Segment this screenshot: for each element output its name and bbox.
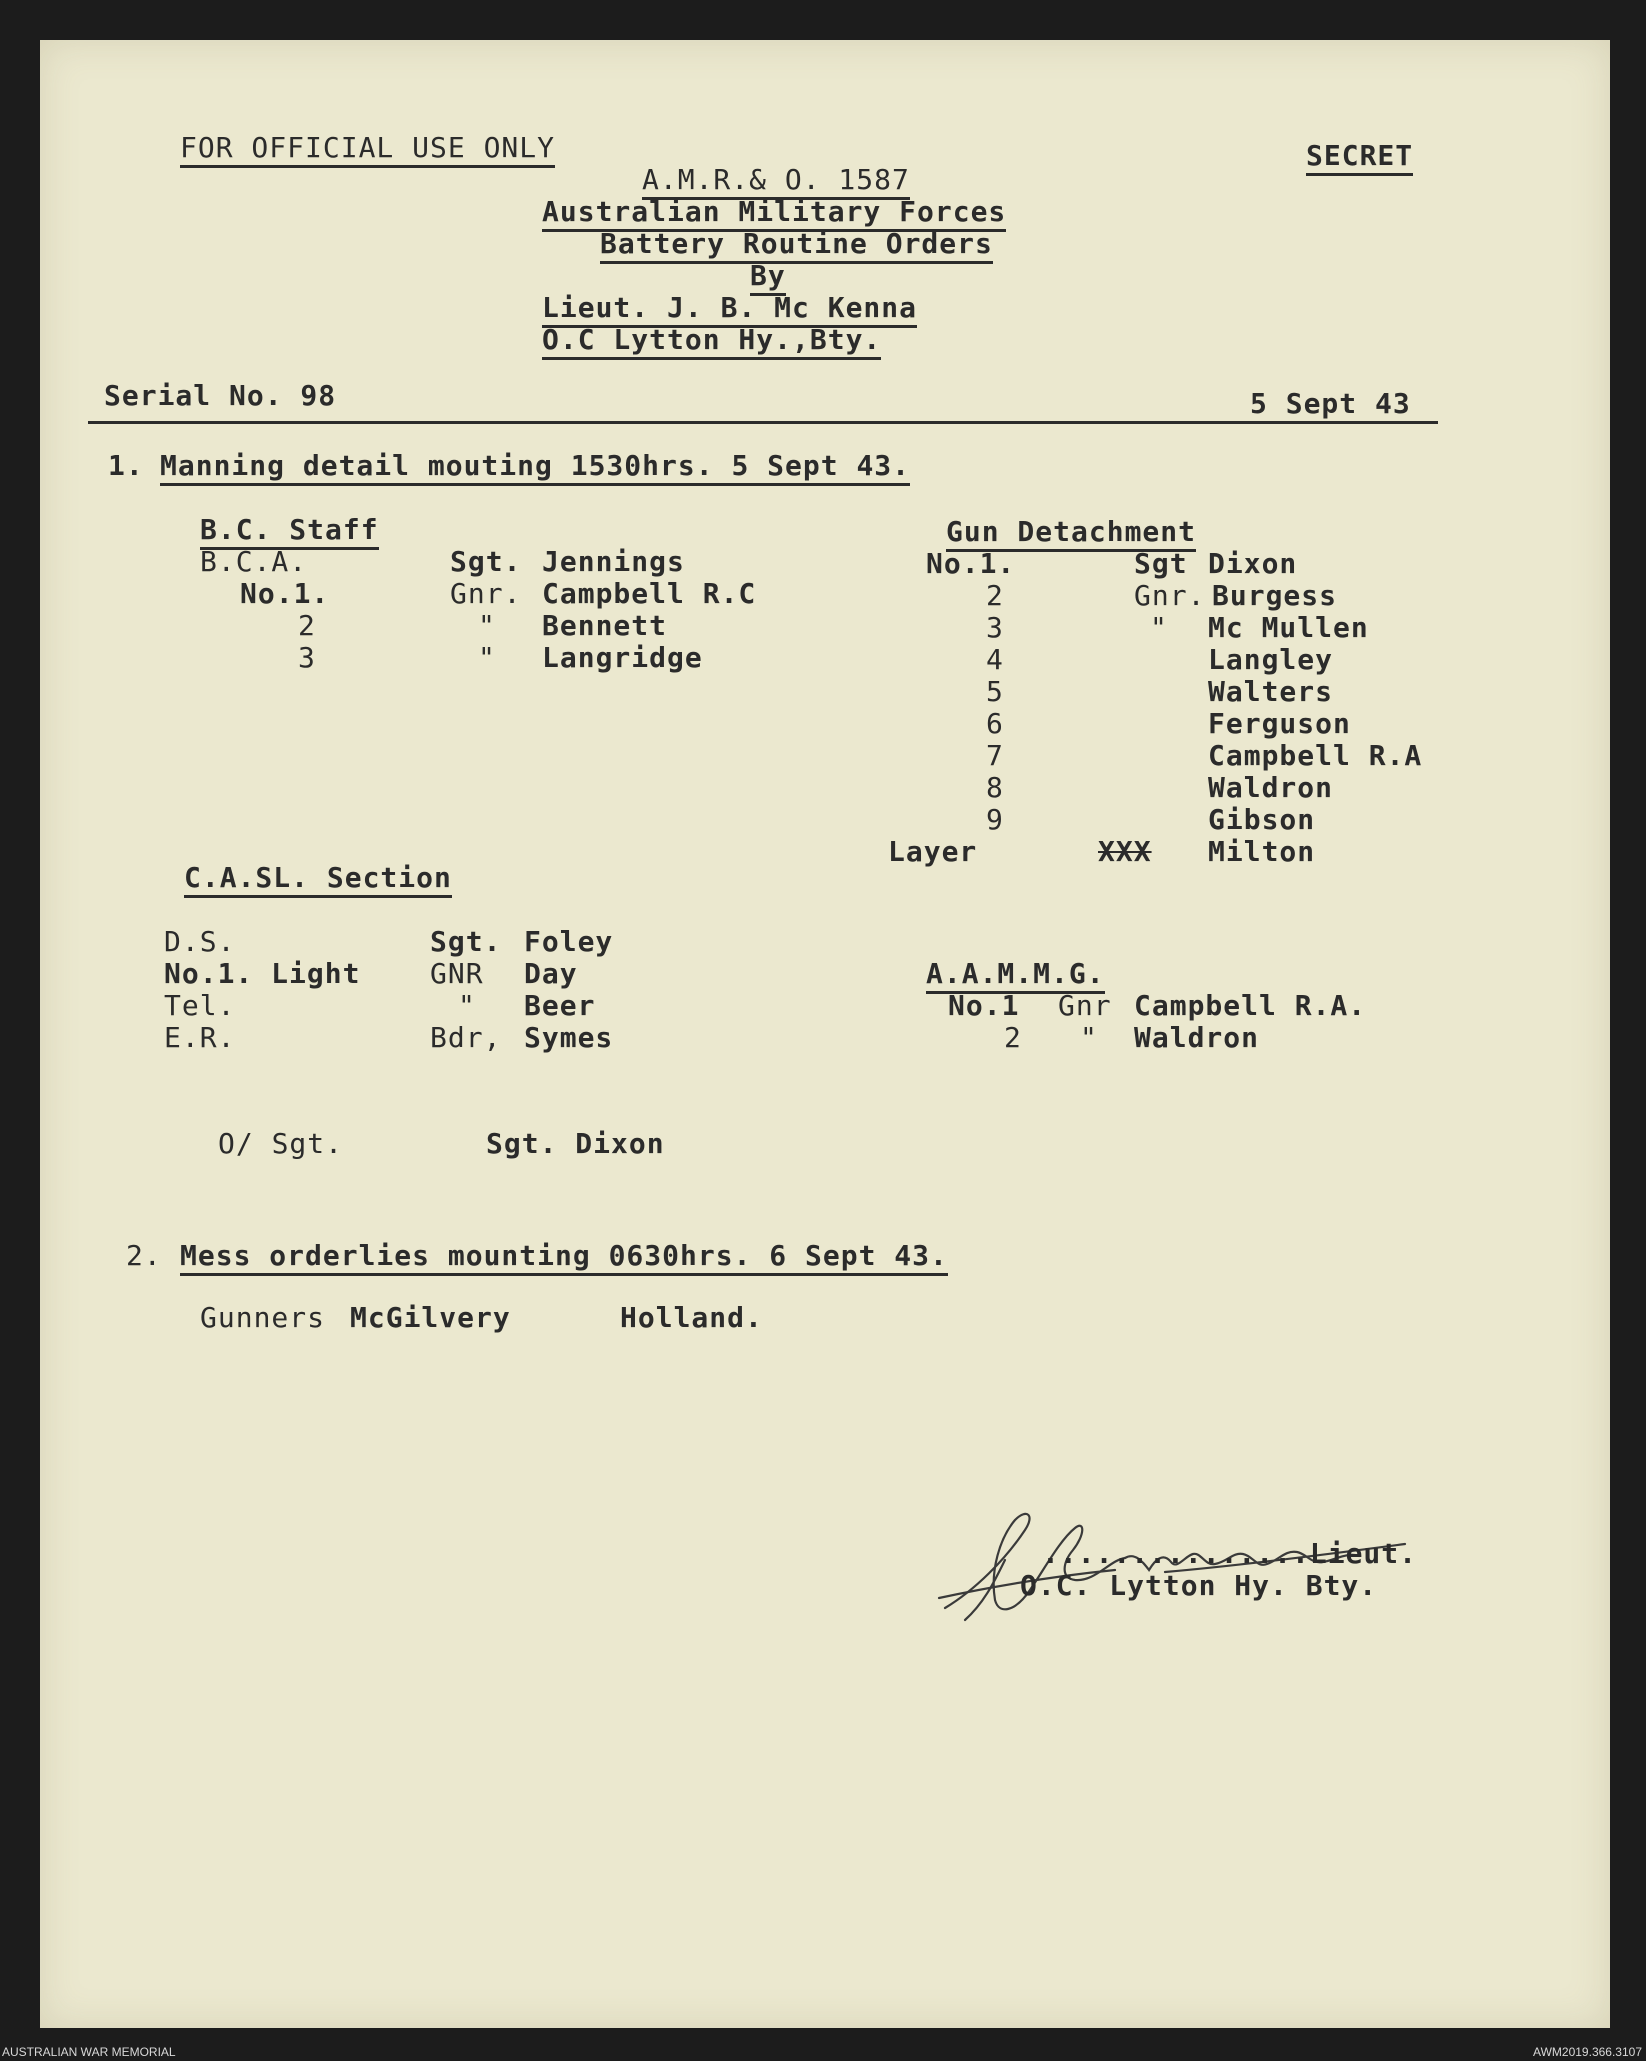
casl-rank: GNR <box>430 957 484 990</box>
orderly-sergeant-name: Sgt. Dixon <box>486 1127 665 1160</box>
gun-role: 7 <box>986 739 1004 772</box>
bc-staff-heading: B.C. Staff <box>200 514 379 550</box>
gunners-label: Gunners <box>200 1301 326 1334</box>
gun-role: No.1. <box>926 547 1016 580</box>
casl-role: Tel. <box>164 989 236 1022</box>
gun-name: Dixon <box>1208 547 1298 580</box>
item1-title: Manning detail mouting 1530hrs. 5 Sept 43. <box>160 450 910 486</box>
casl-heading: C.A.SL. Section <box>184 862 452 898</box>
header-rule <box>88 421 1438 424</box>
header-line-lieut: Lieut. J. B. Mc Kenna <box>542 292 917 328</box>
bc-name: Campbell R.C <box>542 577 757 610</box>
bc-name: Jennings <box>542 545 685 578</box>
header-line-oc: O.C Lytton Hy.,Bty. <box>542 324 881 360</box>
gun-rank: XXX <box>1098 835 1152 868</box>
aammg-role: No.1 <box>948 989 1020 1022</box>
signature-title: O.C. Lytton Hy. Bty. <box>1020 1569 1378 1602</box>
casl-name: Day <box>524 957 578 990</box>
document-page <box>40 40 1610 2028</box>
gun-name: Waldron <box>1208 771 1334 804</box>
mess-orderly-name: McGilvery <box>350 1301 511 1334</box>
bc-name: Langridge <box>542 641 703 674</box>
aammg-heading: A.A.M.M.G. <box>926 958 1105 994</box>
casl-role: No.1. Light <box>164 957 361 990</box>
casl-role: D.S. <box>164 925 236 958</box>
orderly-sergeant-label: O/ Sgt. <box>218 1127 344 1160</box>
gun-role: 9 <box>986 803 1004 836</box>
order-date: 5 Sept 43 <box>1250 387 1411 420</box>
gun-role: 4 <box>986 643 1004 676</box>
header-line-by: By <box>750 260 786 296</box>
bc-rank: Sgt. <box>450 545 522 578</box>
gun-name: Burgess <box>1212 579 1338 612</box>
gun-name: Ferguson <box>1208 707 1351 740</box>
footer-accession: AWM2019.366.3107 <box>1533 2045 1642 2059</box>
aammg-name: Waldron <box>1134 1021 1260 1054</box>
bc-role: B.C.A. <box>200 545 308 578</box>
header-line-amro: A.M.R.& O. 1587 <box>642 164 910 200</box>
bc-role: 3 <box>298 641 316 674</box>
footer-source: AUSTRALIAN WAR MEMORIAL <box>2 2045 176 2059</box>
gun-name: Campbell R.A <box>1208 739 1423 772</box>
gun-name: Mc Mullen <box>1208 611 1369 644</box>
signature-line: ...............Lieut. <box>1042 1537 1418 1570</box>
official-use-label: FOR OFFICIAL USE ONLY <box>180 132 555 168</box>
bc-rank: " <box>478 641 496 674</box>
bc-name: Bennett <box>542 609 668 642</box>
item1-number: 1. <box>108 449 144 482</box>
gun-detachment-heading: Gun Detachment <box>946 516 1196 552</box>
bc-role: No.1. <box>240 577 330 610</box>
gun-role: Layer <box>888 835 978 868</box>
gun-rank: Gnr. <box>1134 579 1206 612</box>
gun-role: 2 <box>986 579 1004 612</box>
header-line-forces: Australian Military Forces <box>542 196 1006 232</box>
classification-label: SECRET <box>1306 140 1413 176</box>
gun-role: 8 <box>986 771 1004 804</box>
gun-rank: Sgt <box>1134 547 1188 580</box>
casl-rank: Bdr, <box>430 1021 502 1054</box>
item2-title: Mess orderlies mounting 0630hrs. 6 Sept 43. <box>180 1240 948 1276</box>
aammg-role: 2 <box>1004 1021 1022 1054</box>
casl-name: Symes <box>524 1021 614 1054</box>
item2-number: 2. <box>126 1239 162 1272</box>
header-line-orders: Battery Routine Orders <box>600 228 993 264</box>
casl-rank: " <box>458 989 476 1022</box>
bc-role: 2 <box>298 609 316 642</box>
serial-number: Serial No. 98 <box>104 379 337 412</box>
casl-rank: Sgt. <box>430 925 502 958</box>
casl-name: Beer <box>524 989 596 1022</box>
mess-orderly-name: Holland. <box>620 1301 763 1334</box>
gun-name: Walters <box>1208 675 1334 708</box>
aammg-rank: " <box>1080 1021 1098 1054</box>
casl-name: Foley <box>524 925 614 958</box>
gun-rank: " <box>1150 611 1168 644</box>
gun-name: Milton <box>1208 835 1316 868</box>
gun-role: 6 <box>986 707 1004 740</box>
gun-name: Langley <box>1208 643 1334 676</box>
gun-role: 5 <box>986 675 1004 708</box>
casl-role: E.R. <box>164 1021 236 1054</box>
bc-rank: " <box>478 609 496 642</box>
aammg-name: Campbell R.A. <box>1134 989 1367 1022</box>
gun-name: Gibson <box>1208 803 1316 836</box>
gun-role: 3 <box>986 611 1004 644</box>
aammg-rank: Gnr <box>1058 989 1112 1022</box>
bc-rank: Gnr. <box>450 577 522 610</box>
